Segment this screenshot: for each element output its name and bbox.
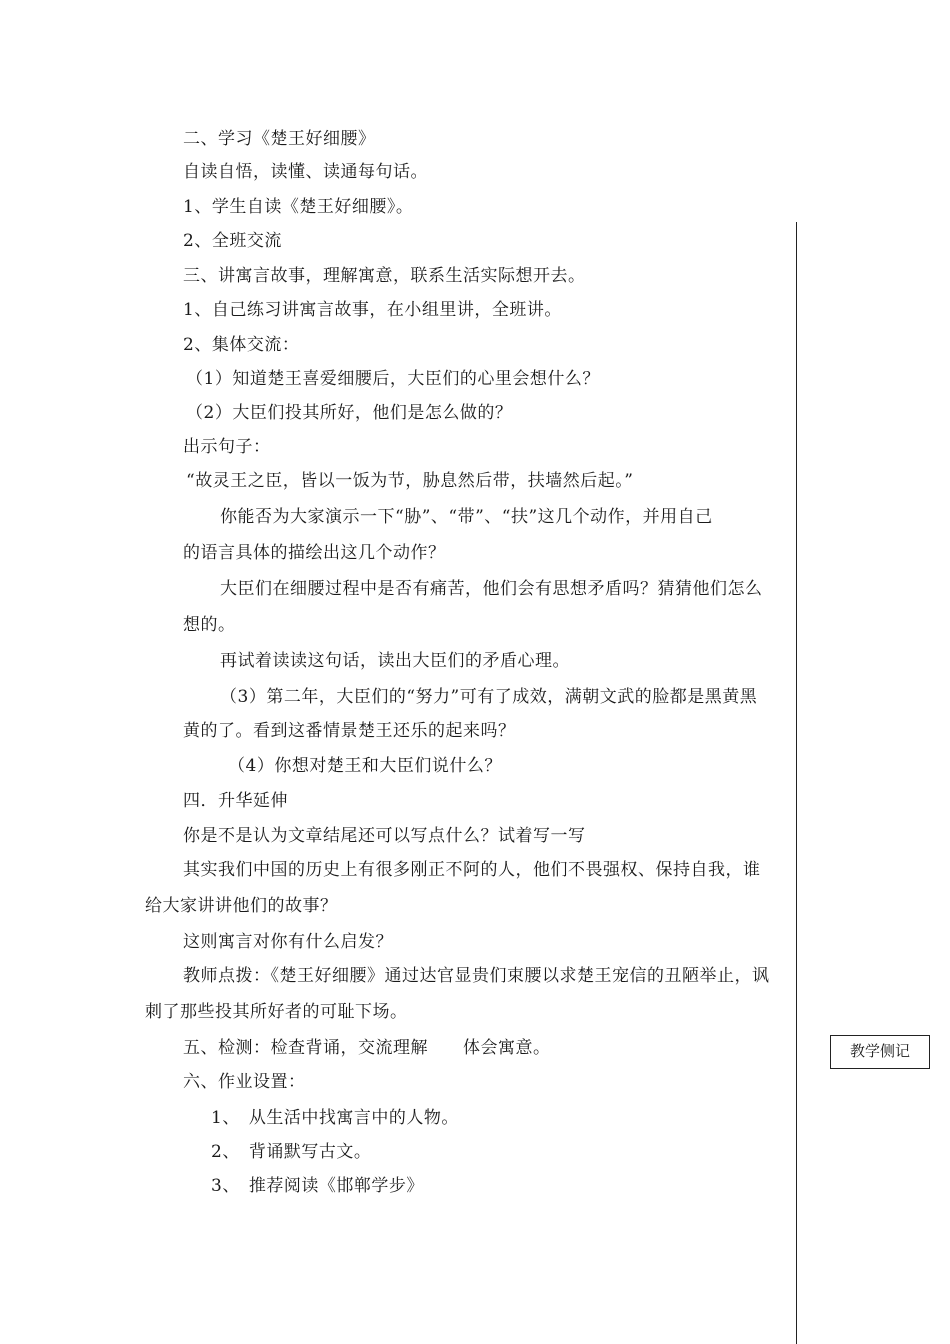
text-line: 你能否为大家演示一下“胁”、“带”、“扶”这几个动作，并用自己: [220, 507, 713, 527]
question-line: （2）大臣们投其所好，他们是怎么做的？: [186, 403, 513, 423]
quote-line: “故灵王之臣，皆以一饭为节，胁息然后带，扶墙然后起。”: [186, 471, 634, 491]
question-line: （4）你想对楚王和大臣们说什么？: [228, 756, 502, 776]
text-line: 出示句子：: [183, 437, 271, 457]
heading-section-4: 四．升华延伸: [183, 791, 288, 811]
text-line: 再试着读读这句话，读出大臣们的矛盾心理。: [220, 651, 570, 671]
homework-item: 1、 从生活中找寓言中的人物。: [211, 1108, 459, 1128]
question-line: （1）知道楚王喜爱细腰后，大臣们的心里会想什么？: [186, 369, 600, 389]
homework-item: 2、 背诵默写古文。: [211, 1142, 372, 1162]
text-line: 黄的了。看到这番情景楚王还乐的起来吗？: [183, 721, 516, 741]
text-line: 1、学生自读《楚王好细腰》。: [183, 197, 414, 217]
text-line: 这则寓言对你有什么启发？: [183, 932, 393, 952]
heading-section-5: 五、检测：检查背诵，交流理解 体会寓意。: [183, 1038, 551, 1058]
heading-section-2: 二、学习《楚王好细腰》: [183, 129, 376, 149]
heading-section-3: 三、讲寓言故事，理解寓意，联系生活实际想开去。: [183, 266, 586, 286]
heading-section-6: 六、作业设置：: [183, 1072, 306, 1092]
text-line: 想的。: [183, 615, 236, 635]
side-note-box: [830, 1035, 930, 1069]
question-line: （3）第二年，大臣们的“努力”可有了成效，满朝文武的脸都是黑黄黑: [220, 687, 758, 707]
text-line: 大臣们在细腰过程中是否有痛苦，他们会有思想矛盾吗？猜猜他们怎么: [220, 579, 763, 599]
side-note-label: 教学侧记: [849, 1042, 910, 1060]
text-line: 1、自己练习讲寓言故事，在小组里讲，全班讲。: [183, 300, 562, 320]
vertical-rule: [796, 222, 797, 1344]
text-line: 自读自悟，读懂、读通每句话。: [183, 162, 428, 182]
homework-item: 3、 推荐阅读《邯郸学步》: [211, 1176, 424, 1196]
text-line: 刺了那些投其所好者的可耻下场。: [145, 1002, 408, 1022]
text-line: 给大家讲讲他们的故事？: [145, 896, 338, 916]
text-line: 的语言具体的描绘出这几个动作？: [183, 543, 446, 563]
text-line: 2、全班交流: [183, 231, 282, 251]
text-line: 教师点拨：《楚王好细腰》通过达官显贵们束腰以求楚王宠信的丑陋举止，讽: [183, 966, 770, 986]
text-line: 其实我们中国的历史上有很多刚正不阿的人，他们不畏强权、保持自我，谁: [183, 860, 761, 880]
text-line: 2、集体交流：: [183, 335, 300, 355]
text-line: 你是不是认为文章结尾还可以写点什么？试着写一写: [183, 826, 586, 846]
